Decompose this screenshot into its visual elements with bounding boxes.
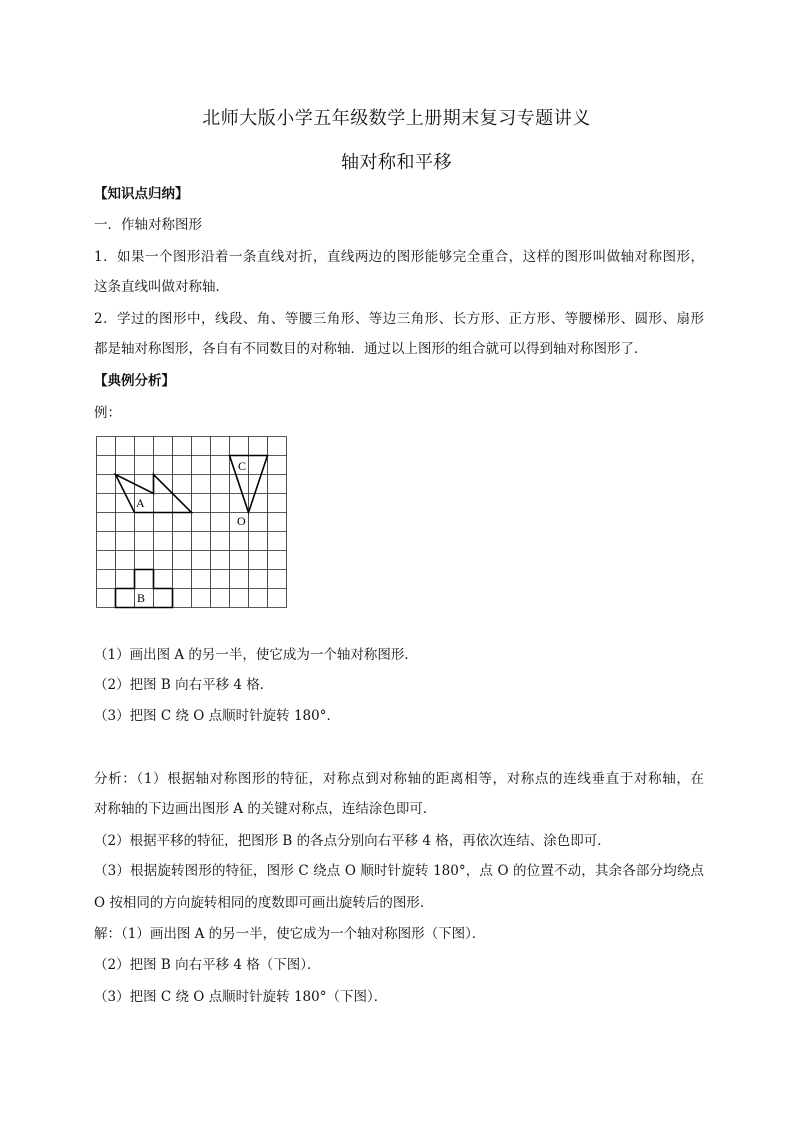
document-title: 北师大版小学五年级数学上册期末复习专题讲义 — [202, 108, 591, 129]
solution-1: 解：（1）画出图 A 的另一半，使它成为一个轴对称图形（下图）． — [94, 926, 486, 942]
analysis-1-line-2: 对称轴的下边画出图形 A 的关键对称点，连结涂色即可． — [94, 801, 437, 817]
label-o: O — [237, 514, 246, 528]
example-heading: 【典例分析】 — [94, 373, 175, 389]
knowledge-heading: 【知识点归纳】 — [94, 186, 189, 202]
solution-2: （2）把图 B 向右平移 4 格（下图）． — [94, 957, 321, 973]
solution-3: （3）把图 C 绕 O 点顺时针旋转 180°（下图）． — [94, 989, 388, 1005]
question-1: （1）画出图 A 的另一半，使它成为一个轴对称图形． — [94, 647, 418, 663]
question-2: （2）把图 B 向右平移 4 格． — [94, 677, 274, 693]
document-subtitle: 轴对称和平移 — [341, 152, 452, 173]
paragraph-2-line-1: 2．学过的图形中，线段、角、等腰三角形、等边三角形、长方形、正方形、等腰梯形、圆形、扇形 — [94, 311, 704, 327]
section-title: 一．作轴对称图形 — [94, 217, 202, 233]
grid-figure — [96, 436, 290, 610]
analysis-2: （2）根据平移的特征，把图形 B 的各点分别向右平移 4 格，再依次连结、涂色即可． — [94, 833, 611, 849]
example-label: 例： — [94, 405, 121, 421]
paragraph-1-line-2: 这条直线叫做对称轴． — [94, 279, 229, 295]
analysis-3-line-2: O 按相同的方向旋转相同的度数即可画出旋转后的图形． — [94, 895, 434, 911]
label-c: C — [238, 459, 247, 473]
grid-lines — [97, 437, 287, 608]
label-b: B — [137, 591, 146, 605]
question-3: （3）把图 C 绕 O 点顺时针旋转 180°． — [94, 708, 340, 724]
paragraph-1-line-1: 1．如果一个图形沿着一条直线对折，直线两边的图形能够完全重合，这样的图形叫做轴对称图形， — [94, 249, 704, 265]
paragraph-2-line-2: 都是轴对称图形，各自有不同数目的对称轴．通过以上图形的组合就可以得到轴对称图形了． — [94, 341, 648, 357]
analysis-3-line-1: （3）根据旋转图形的特征，图形 C 绕点 O 顺时针旋转 180°，点 O 的位置不动，其余各部分均绕点 — [94, 863, 704, 879]
analysis-1-line-1: 分析：（1）根据轴对称图形的特征，对称点到对称轴的距离相等，对称点的连线垂直于对称轴，在 — [94, 771, 704, 787]
label-a: A — [136, 496, 145, 510]
